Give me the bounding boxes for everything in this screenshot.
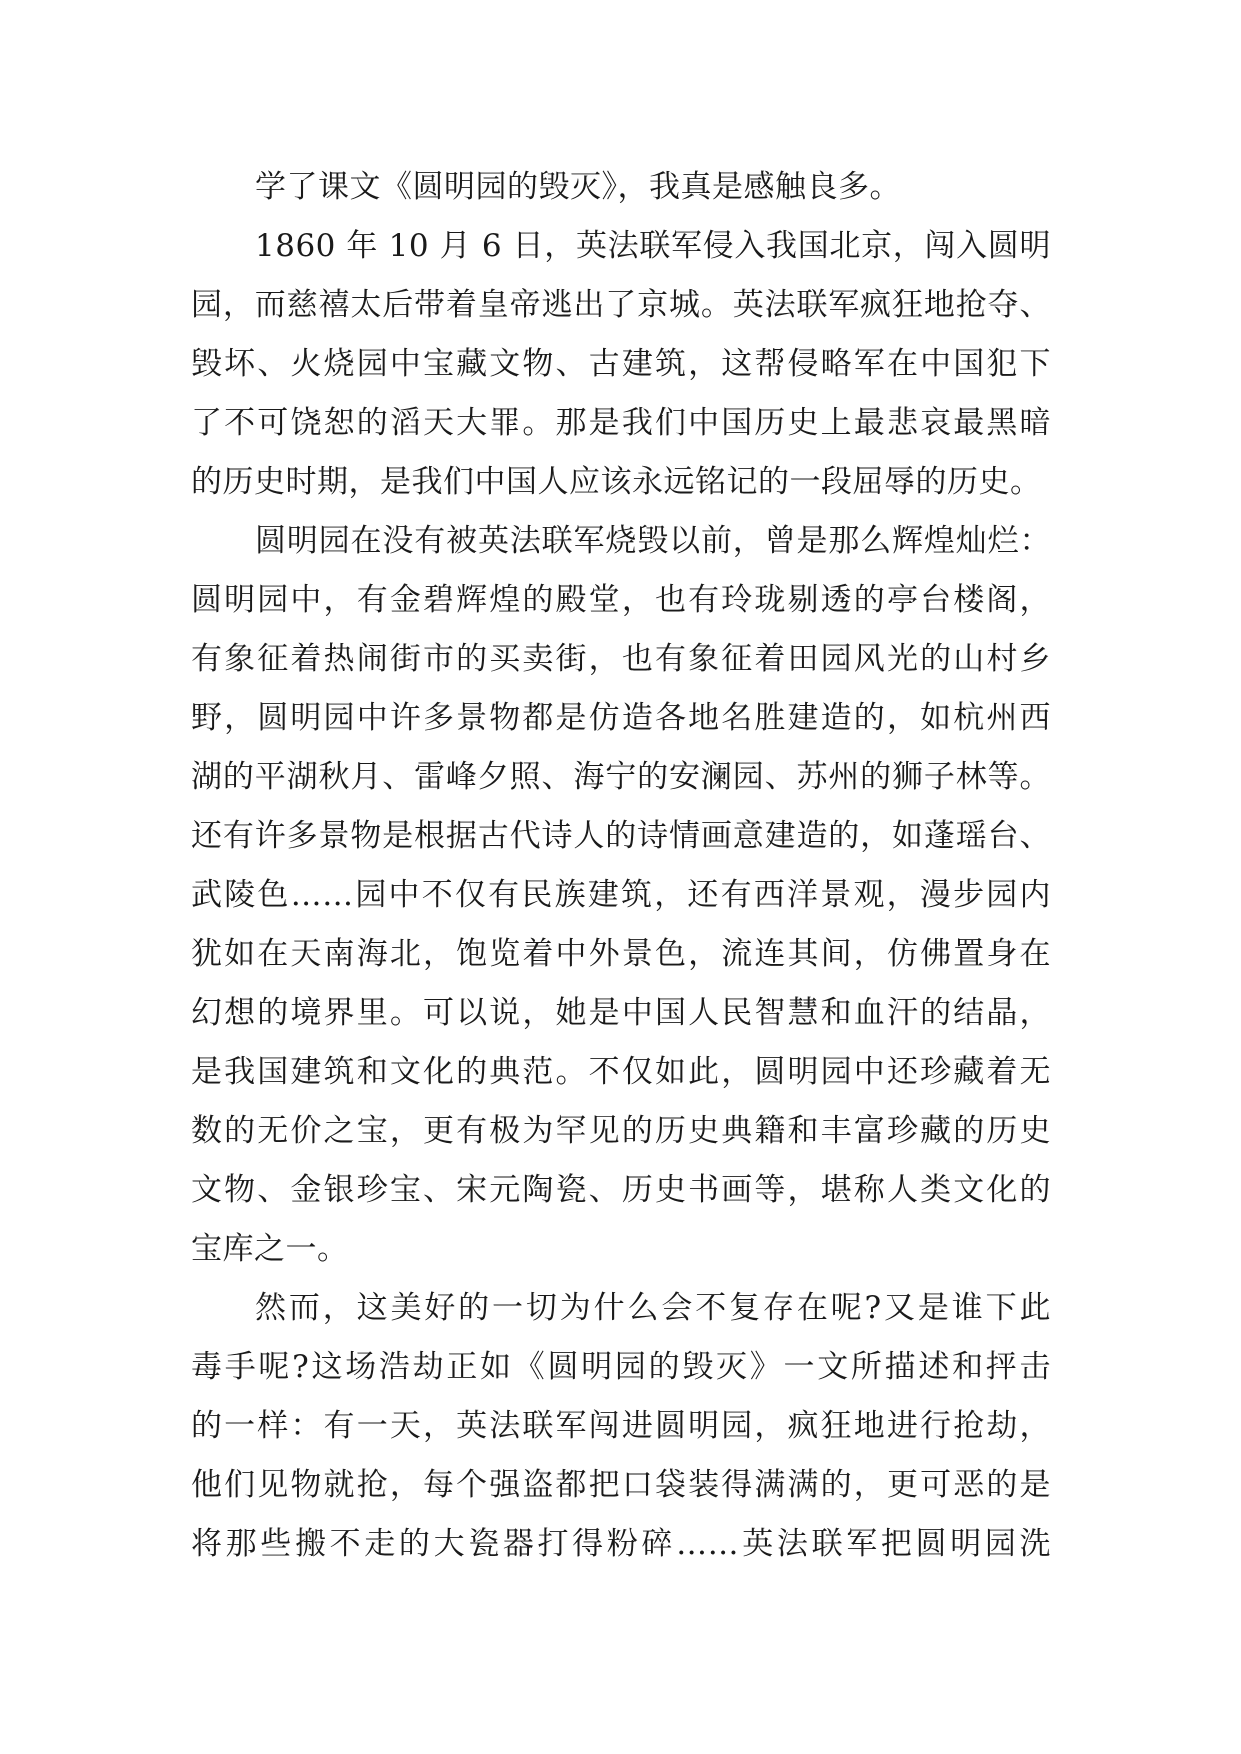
paragraph-3-line-5: 湖的平湖秋月、雷峰夕照、海宁的安澜园、苏州的狮子林等。 (191, 759, 1051, 795)
paragraph-3-line-3: 有象征着热闹街市的买卖街，也有象征着田园风光的山村乡 (191, 641, 1051, 677)
paragraph-4-line-2: 毒手呢?这场浩劫正如《圆明园的毁灭》一文所描述和抨击 (191, 1349, 1051, 1385)
paragraph-3-line-13: 宝库之一。 (191, 1231, 349, 1267)
paragraph-4-line-5: 将那些搬不走的大瓷器打得粉碎……英法联军把圆明园洗 (191, 1526, 1051, 1562)
paragraph-2-line-1: 1860 年 10 月 6 日，英法联军侵入我国北京，闯入圆明 (255, 228, 1051, 264)
paragraph-3-line-4: 野，圆明园中许多景物都是仿造各地名胜建造的，如杭州西 (191, 700, 1051, 736)
paragraph-3-line-10: 是我国建筑和文化的典范。不仅如此，圆明园中还珍藏着无 (191, 1054, 1051, 1090)
paragraph-3-line-9: 幻想的境界里。可以说，她是中国人民智慧和血汗的结晶， (191, 995, 1051, 1031)
paragraph-3-line-12: 文物、金银珍宝、宋元陶瓷、历史书画等，堪称人类文化的 (191, 1172, 1051, 1208)
paragraph-2-line-5: 的历史时期，是我们中国人应该永远铭记的一段屈辱的历史。 (191, 464, 1042, 500)
paragraph-1-line-1: 学了课文《圆明园的毁灭》，我真是感触良多。 (255, 169, 901, 205)
paragraph-2-line-4: 了不可饶恕的滔天大罪。那是我们中国历史上最悲哀最黑暗 (191, 405, 1051, 441)
paragraph-4-line-3: 的一样：有一天，英法联军闯进圆明园，疯狂地进行抢劫， (191, 1408, 1051, 1444)
paragraph-4-line-1: 然而，这美好的一切为什么会不复存在呢?又是谁下此 (255, 1290, 1051, 1326)
paragraph-2-line-3: 毁坏、火烧园中宝藏文物、古建筑，这帮侵略军在中国犯下 (191, 346, 1051, 382)
paragraph-3-line-8: 犹如在天南海北，饱览着中外景色，流连其间，仿佛置身在 (191, 936, 1051, 972)
paragraph-2-line-2: 园，而慈禧太后带着皇帝逃出了京城。英法联军疯狂地抢夺、 (191, 287, 1051, 323)
paragraph-3-line-6: 还有许多景物是根据古代诗人的诗情画意建造的，如蓬瑶台、 (191, 818, 1051, 854)
paragraph-3-line-2: 圆明园中，有金碧辉煌的殿堂，也有玲珑剔透的亭台楼阁， (191, 582, 1051, 618)
paragraph-4-line-4: 他们见物就抢，每个强盗都把口袋装得满满的，更可恶的是 (191, 1467, 1051, 1503)
paragraph-3-line-7: 武陵色……园中不仅有民族建筑，还有西洋景观，漫步园内 (191, 877, 1051, 913)
paragraph-3-line-11: 数的无价之宝，更有极为罕见的历史典籍和丰富珍藏的历史 (191, 1113, 1051, 1149)
paragraph-3-line-1: 圆明园在没有被英法联军烧毁以前，曾是那么辉煌灿烂： (255, 523, 1051, 559)
essay-body (191, 158, 1051, 1574)
